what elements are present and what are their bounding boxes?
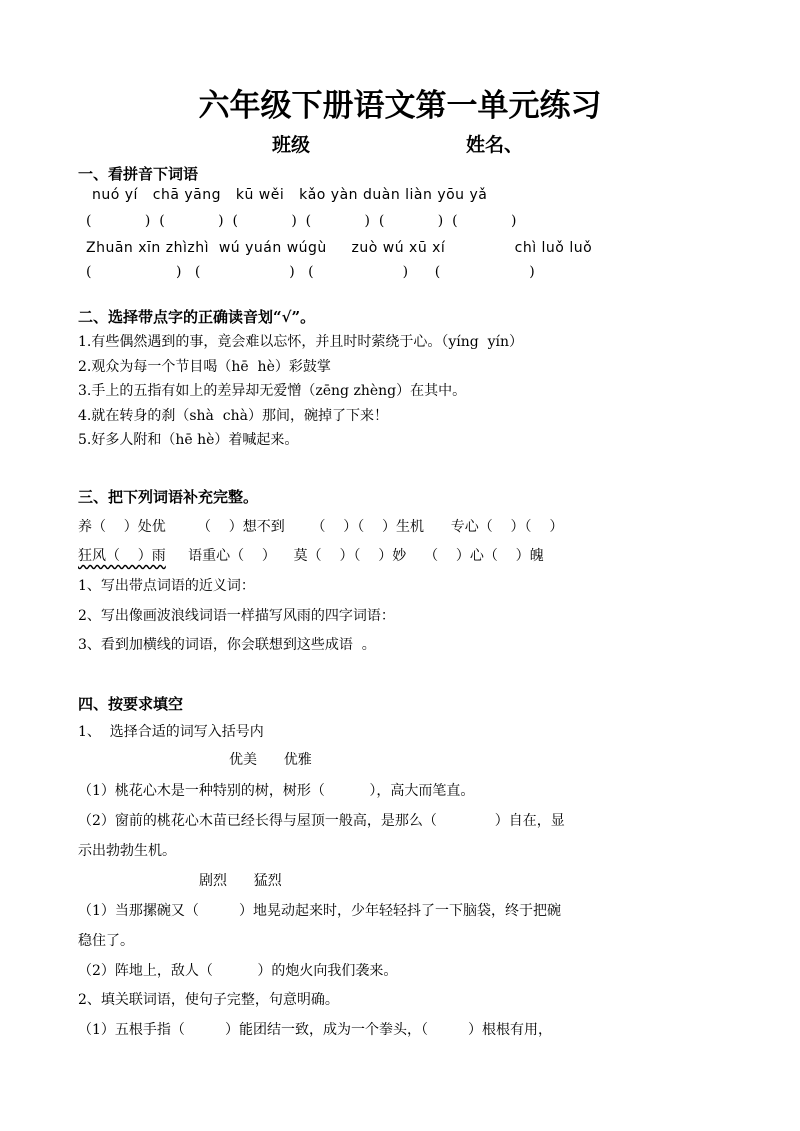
section2-heading: 二、选择带点字的正确读音划“√”。 xyxy=(78,308,316,326)
conjunction-question: 2、填关联词语，使句子完整，句意明确。 xyxy=(78,992,339,1008)
idiom-fill-row-1[interactable]: 养（ ）处优 （ ）想不到 （ ）（ ）生机 专心（ ）（ ） xyxy=(78,519,564,535)
weather-idiom-question: 2、写出像画波浪线词语一样描写风雨的四字词语： xyxy=(78,608,395,624)
reading-item-4: 4.就在转身的刹（shà chà）那间，碗掉了下来！ xyxy=(78,408,389,424)
pinyin-row-1: nuó yí chā yāng kū wěi kǎo yàn duàn liàn yōu yǎ xyxy=(92,187,488,203)
fill-sentence-2-line-2: 示出勃勃生机。 xyxy=(78,843,176,859)
reading-item-1: 1.有些偶然遇到的事，竟会难以忘怀，并且时时萦绕于心。（yíng yín） xyxy=(78,334,524,350)
section3-heading: 三、把下列词语补充完整。 xyxy=(78,488,259,506)
page-title: 六年级下册语文第一单元练习 xyxy=(198,88,602,124)
fill-sentence-4[interactable]: （2）阵地上，敌人（ ）的炮火向我们袭来。 xyxy=(78,963,398,979)
idiom-fill-row-2-rest: 语重心（ ） 莫（ ）（ ）妙 （ ）心（ ）魄 xyxy=(165,548,544,564)
fill-conjunction-1[interactable]: （1）五根手指（ ）能团结一致，成为一个拳头，（ ）根根有用， xyxy=(78,1022,553,1038)
wavy-underlined-idiom: 狂风（ ）雨 xyxy=(78,548,166,564)
word-choices-2: 剧烈 猛烈 xyxy=(199,873,282,889)
answer-brackets-row-2[interactable]: ( ) ( ) ( ) ( ) xyxy=(86,264,535,280)
idiom-fill-row-2[interactable] xyxy=(78,545,544,565)
section1-heading: 一、看拼音下词语 xyxy=(78,165,199,183)
fill-sentence-2-line-1[interactable]: （2）窗前的桃花心木苗已经长得与屋顶一般高，是那么（ ）自在，显 xyxy=(78,813,565,829)
reading-item-5: 5.好多人附和（hē hè）着喊起来。 xyxy=(78,432,299,448)
choose-word-question: 1、 选择合适的词写入括号内 xyxy=(78,724,264,740)
pinyin-row-2: Zhuān xīn zhìzhì wú yuán wúgù zuò wú xū xí chì luǒ luǒ xyxy=(86,240,593,256)
fill-sentence-3-line-2: 稳住了。 xyxy=(78,933,134,949)
reading-item-2: 2.观众为每一个节目喝（hē hè）彩鼓掌 xyxy=(78,359,331,375)
fill-sentence-3-line-1[interactable]: （1）当那摞碗又（ ）地晃动起来时，少年轻轻抖了一下脑袋，终于把碗 xyxy=(78,903,561,919)
reading-item-3: 3.手上的五指有如上的差异却无爱憎（zēng zhèng）在其中。 xyxy=(78,383,467,399)
word-choices-1: 优美 优雅 xyxy=(229,752,312,768)
section4-heading: 四、按要求填空 xyxy=(78,695,184,713)
name-label: 姓名、 xyxy=(466,134,524,156)
fill-sentence-1[interactable]: （1）桃花心木是一种特别的树，树形（ ），高大而笔直。 xyxy=(78,783,475,799)
answer-brackets-row-1[interactable]: ( ) ( ) ( ) ( ) ( ) ( ) xyxy=(86,213,517,229)
synonym-question: 1、写出带点词语的近义词： xyxy=(78,578,255,594)
class-label: 班级 xyxy=(272,134,311,156)
association-question: 3、看到加横线的词语，你会联想到这些成语 。 xyxy=(78,637,376,653)
